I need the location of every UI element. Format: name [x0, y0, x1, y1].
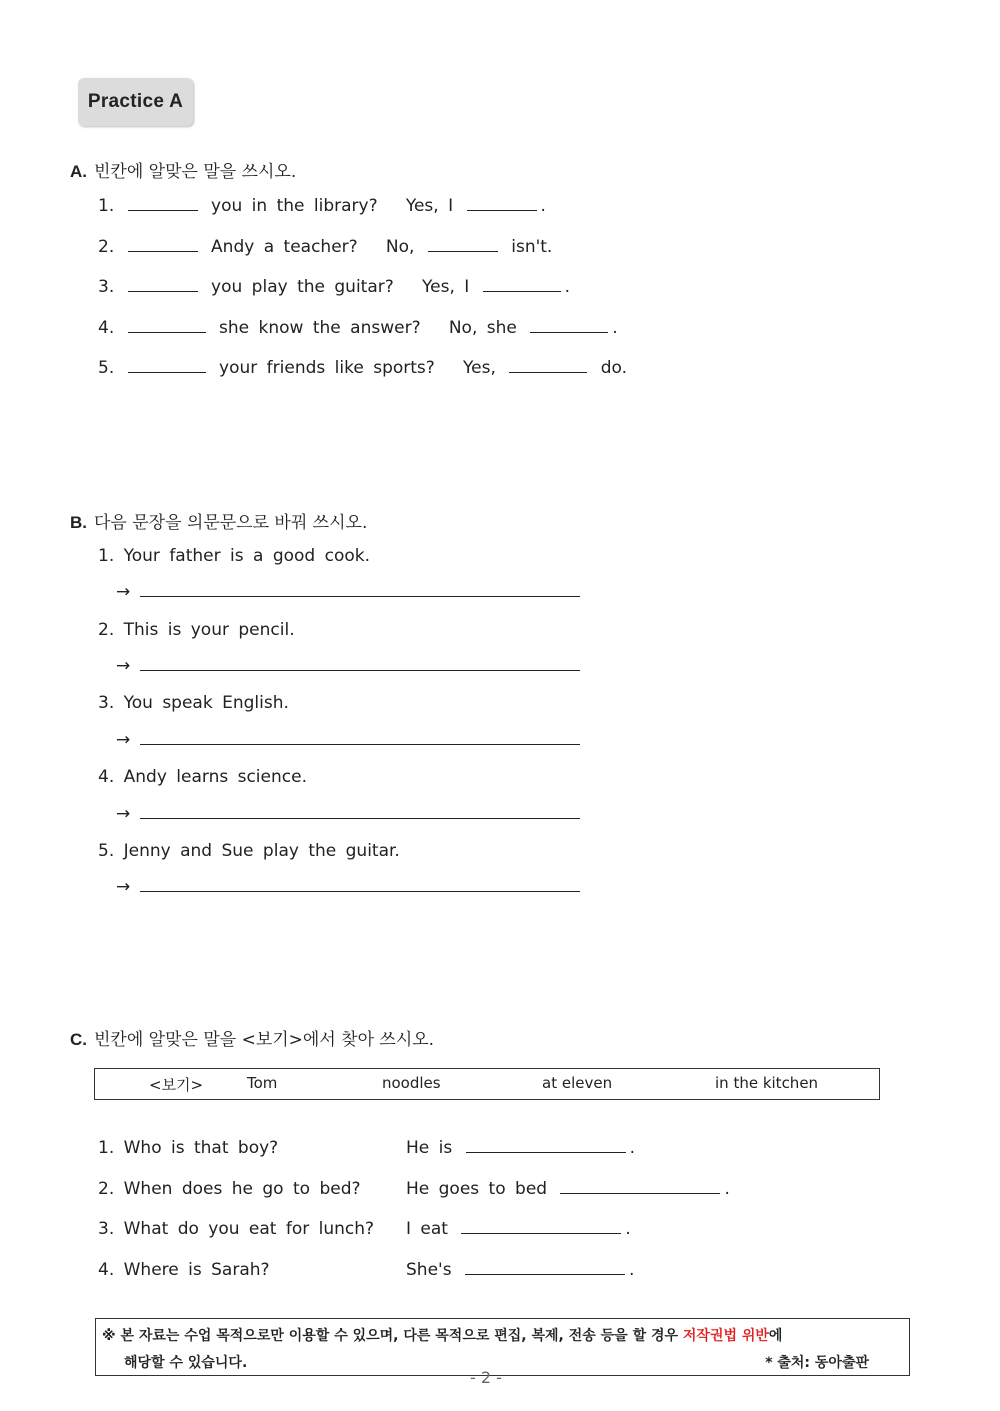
answer-blank[interactable]	[128, 277, 198, 292]
answer-blank[interactable]	[467, 196, 537, 211]
arrow-icon: →	[116, 877, 131, 897]
answer-underline[interactable]	[140, 877, 580, 892]
notice-line-2: 해당할 수 있습니다.	[124, 1355, 248, 1371]
page-number: - 2 -	[470, 1368, 502, 1387]
c-question-4: 4. Where is Sarah?	[98, 1260, 270, 1280]
answer-blank[interactable]	[465, 1260, 625, 1275]
answer-blank[interactable]	[428, 237, 498, 252]
b-answer-line-4[interactable]	[116, 804, 580, 824]
b-item-1: 1. Your father is a good cook.	[98, 546, 371, 566]
answer-end: .	[564, 277, 571, 297]
notice-text: ※ 본 자료는 수업 목적으로만 이용할 수 있으며, 다른 목적으로 편집, 복제, 전송 등을 할 경우	[102, 1328, 683, 1344]
a-item-1	[98, 196, 546, 216]
c-answer-3	[406, 1219, 631, 1239]
section-a-letter: A.	[70, 162, 87, 181]
answer-blank[interactable]	[483, 277, 561, 292]
c-question-2: 2. When does he go to bed?	[98, 1179, 361, 1199]
bogi-box	[94, 1068, 880, 1100]
bogi-label: <보기>	[149, 1076, 204, 1094]
answer-underline[interactable]	[140, 804, 580, 819]
question-text: you play the guitar?	[211, 277, 394, 297]
copyright-notice	[95, 1318, 910, 1376]
answer-text: He goes to bed	[406, 1179, 548, 1199]
item-number: 3.	[98, 277, 115, 297]
answer-end: .	[625, 1219, 631, 1239]
section-b-heading	[70, 508, 367, 533]
section-a-instruction: 빈칸에 알맞은 말을 쓰시오.	[94, 162, 297, 182]
a-item-4	[98, 318, 618, 338]
b-item-2: 2. This is your pencil.	[98, 620, 295, 640]
answer-underline[interactable]	[140, 656, 580, 671]
arrow-icon: →	[116, 582, 131, 602]
answer-blank[interactable]	[466, 1138, 626, 1153]
answer-blank[interactable]	[509, 358, 587, 373]
bogi-word: noodles	[382, 1074, 441, 1092]
answer-end: isn't.	[511, 237, 553, 257]
bogi-word: in the kitchen	[715, 1074, 819, 1092]
answer-text: No, she	[448, 318, 517, 338]
answer-end: .	[724, 1179, 730, 1199]
c-question-1: 1. Who is that boy?	[98, 1138, 279, 1158]
answer-blank[interactable]	[530, 318, 608, 333]
answer-blank[interactable]	[128, 318, 206, 333]
item-number: 4.	[98, 318, 115, 338]
arrow-icon: →	[116, 730, 131, 750]
b-answer-line-2[interactable]	[116, 656, 580, 676]
answer-text: Yes, I	[422, 277, 470, 297]
question-text: your friends like sports?	[219, 358, 435, 378]
section-a-heading	[70, 157, 296, 182]
section-c-letter: C.	[70, 1030, 87, 1049]
c-question-3: 3. What do you eat for lunch?	[98, 1219, 375, 1239]
answer-blank[interactable]	[128, 358, 206, 373]
c-answer-4	[406, 1260, 634, 1280]
answer-text: Yes, I	[405, 196, 454, 216]
arrow-icon: →	[116, 656, 131, 676]
question-text: Andy a teacher?	[211, 237, 358, 257]
answer-text: I eat	[406, 1219, 448, 1239]
answer-text: No,	[385, 237, 415, 257]
practice-badge: Practice A	[78, 78, 193, 126]
section-b-instruction: 다음 문장을 의문문으로 바꿔 쓰시오.	[94, 513, 368, 533]
notice-source: * 출처: 동아출판	[765, 1355, 869, 1371]
notice-line-1	[102, 1325, 782, 1345]
notice-text: 에	[768, 1328, 783, 1344]
item-number: 5.	[98, 358, 115, 378]
question-text: she know the answer?	[219, 318, 421, 338]
a-item-3	[98, 277, 570, 297]
answer-underline[interactable]	[140, 730, 580, 745]
answer-end: .	[628, 1260, 635, 1280]
a-item-5	[98, 358, 627, 378]
answer-end: .	[612, 318, 618, 338]
b-answer-line-1[interactable]	[116, 582, 580, 602]
answer-blank[interactable]	[128, 196, 198, 211]
b-item-4: 4. Andy learns science.	[98, 767, 307, 787]
b-answer-line-5[interactable]	[116, 877, 580, 897]
b-item-3: 3. You speak English.	[98, 693, 289, 713]
a-item-2	[98, 237, 552, 257]
c-answer-2	[406, 1179, 730, 1199]
answer-end: .	[629, 1138, 636, 1158]
bogi-word: Tom	[247, 1074, 278, 1092]
notice-warning: 저작권법 위반	[682, 1328, 769, 1344]
answer-end: .	[540, 196, 546, 216]
section-c-instruction: 빈칸에 알맞은 말을 <보기>에서 찾아 쓰시오.	[94, 1030, 435, 1050]
answer-text: Yes,	[463, 358, 496, 378]
answer-text: He is	[406, 1138, 453, 1158]
answer-blank[interactable]	[128, 237, 198, 252]
answer-end: do.	[600, 358, 627, 378]
arrow-icon: →	[116, 804, 131, 824]
item-number: 2.	[98, 237, 115, 257]
answer-text: She's	[406, 1260, 452, 1280]
question-text: you in the library?	[211, 196, 378, 216]
section-c-heading	[70, 1025, 434, 1050]
answer-underline[interactable]	[140, 582, 580, 597]
item-number: 1.	[98, 196, 115, 216]
b-item-5: 5. Jenny and Sue play the guitar.	[98, 841, 400, 861]
answer-blank[interactable]	[560, 1179, 720, 1194]
c-answer-1	[406, 1138, 635, 1158]
bogi-word: at eleven	[542, 1074, 613, 1092]
section-b-letter: B.	[70, 513, 87, 532]
answer-blank[interactable]	[461, 1219, 621, 1234]
b-answer-line-3[interactable]	[116, 730, 580, 750]
